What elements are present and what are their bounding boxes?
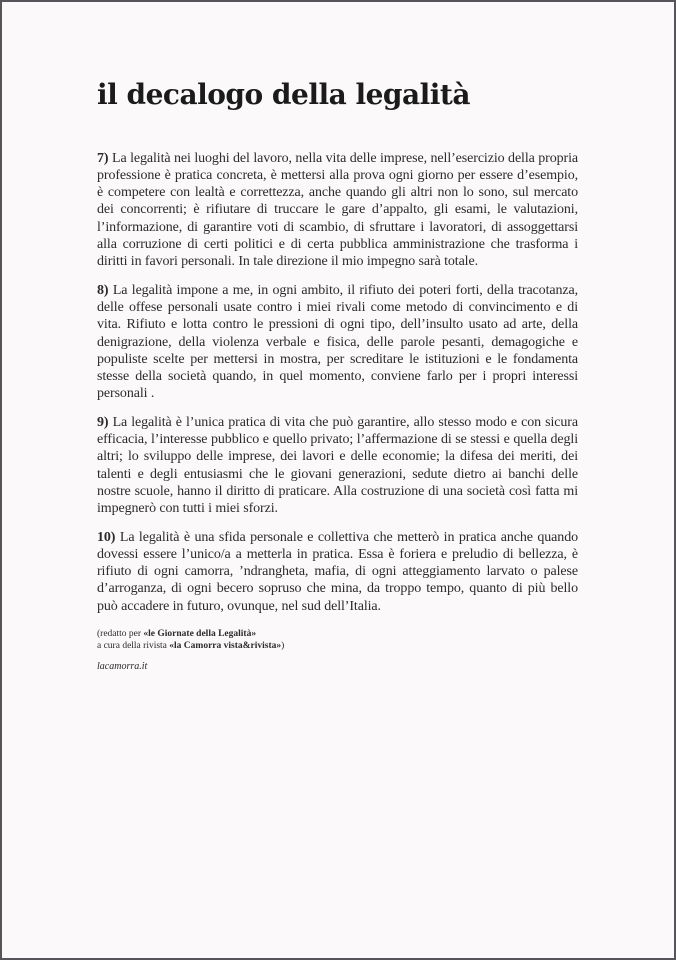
paragraph-10-text: La legalità è una sfida personale e collettiva che metterò in pratica anche quando dovessi essere l’unico/a a metterla in pratica. Essa è foriera e preludio di bellezza, è rifiuto di ogni camorra, ’ndrangheta, mafia, di ogni atteggiamento larvato o palese d’arroganza, di ogni becero sopruso che mina, da troppo tempo, quanto di più bello può accadere in futuro, ovunque, nel sud dell’Italia.: [97, 529, 578, 614]
page-title: il decalogo della legalità: [97, 78, 470, 111]
credits-line1-publication: «le Giornate della Legalità»: [143, 629, 257, 640]
document-body: [97, 150, 578, 615]
credits-note: [97, 629, 578, 652]
credits-line1-prefix: (redatto per: [97, 629, 144, 640]
website-text: lacamorra.it: [97, 661, 148, 673]
paragraph-8-number: 8): [97, 282, 109, 298]
paragraph-7: [97, 150, 578, 271]
paragraph-7-number: 7): [97, 150, 109, 166]
paragraph-10-number: 10): [97, 529, 116, 545]
credits-line2-prefix: a cura della rivista: [97, 640, 170, 651]
paragraph-7-text: La legalità nei luoghi del lavoro, nella vita delle imprese, nell’esercizio della propria professione è pratica concreta, è mettersi alla prova ogni giorno per essere d’esempio, è competere con lealtà e correttezza, anche quando gli altri non lo sono, sul mercato dei concorrenti; è rifiutare di truccare le gare d’appalto, gli esami, le valutazioni, l’informazione, di garantire voti di scambio, di sfruttare i lavoratori, di assoggettarsi alla corruzione di certi politici e di certa pubblica amministrazione che trasforma i diritti in favori personali. In tale direzione il mio impegno sarà totale.: [97, 150, 578, 270]
credits-line2-suffix: ): [281, 640, 285, 651]
paragraph-9-text: La legalità è l’unica pratica di vita che può garantire, allo stesso modo e con sicura efficacia, l’interesse pubblico e quello privato; l’affermazione di se stessi e quella degli altri; lo sviluppo delle imprese, dei lavori e delle economie; la difesa dei meriti, dei talenti e degli entusiasmi che le giovani generazioni, sedute dietro ai banchi delle nostre scuole, hanno il diritto di praticare. Alla costruzione di una società così fatta mi impegnerò con tutti i miei sforzi.: [97, 414, 578, 517]
paragraph-8-text: La legalità impone a me, in ogni ambito, il rifiuto dei poteri forti, della tracotanza, delle offese personali usate contro i miei rivali come metodo di convincimento e di vita. Rifiuto e lotta contro le pressioni di ogni tipo, dell’insulto usato ad arte, della denigrazione, della violenza verbale e fisica, delle parole pesanti, demagogiche e populiste scelte per mettersi in mostra, per screditare le istituzioni e le fondamenta stesse della società quando, in quel momento, conviene farlo per i propri interessi personali .: [97, 282, 578, 402]
paragraph-9-number: 9): [97, 414, 109, 430]
paragraph-10: [97, 529, 578, 615]
page-content: [2, 2, 674, 672]
paragraph-8: [97, 282, 578, 403]
paragraph-9: [97, 414, 578, 518]
credits-line2-publication: «la Camorra vista&rivista»: [169, 640, 282, 651]
